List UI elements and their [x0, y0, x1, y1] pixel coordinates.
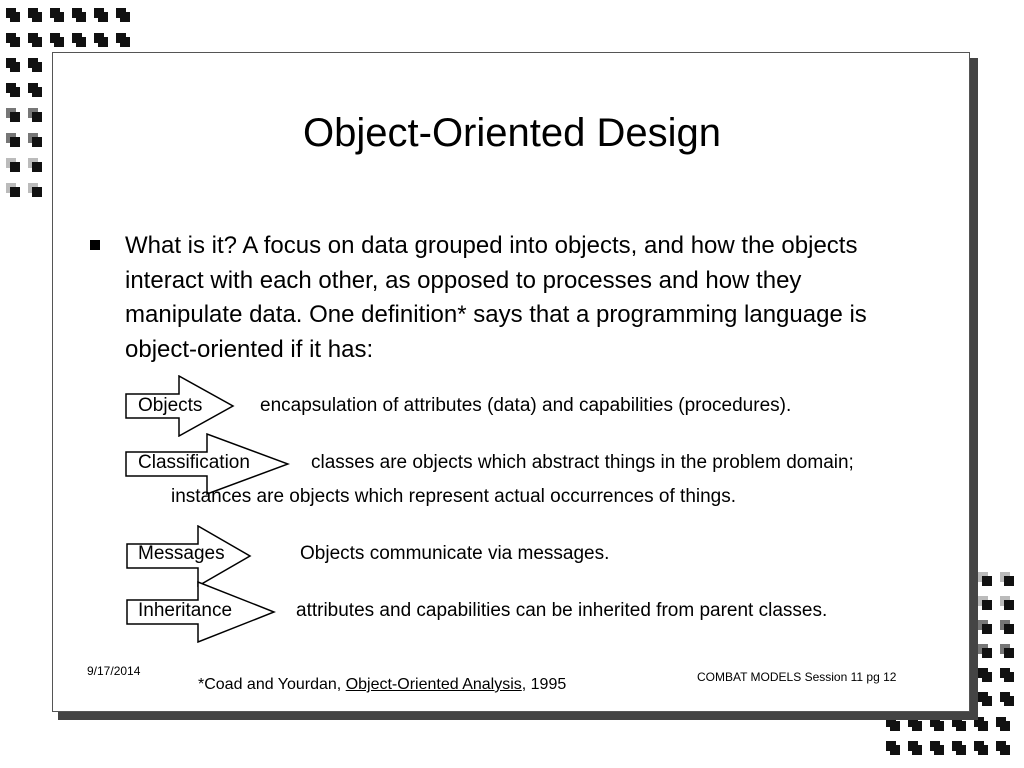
decorative-square	[28, 33, 42, 47]
decorative-square	[996, 741, 1010, 755]
citation-suffix: , 1995	[521, 676, 567, 693]
decorative-square	[978, 692, 992, 706]
decorative-square	[974, 741, 988, 755]
decorative-square	[996, 717, 1010, 731]
term-classification: Classification	[138, 452, 250, 473]
decorative-square	[952, 741, 966, 755]
footer-date: 9/17/2014	[87, 664, 141, 678]
bullet-text: What is it? A focus on data grouped into objects, and how the objects interact with each other, as opposed to processes and how they manipulate data. One definition* says that a programming language is object-oriented if it has:	[125, 232, 867, 363]
bullet-square-icon	[90, 240, 100, 250]
term-messages: Messages	[138, 543, 225, 564]
description-objects: encapsulation of attributes (data) and capabilities (procedures).	[260, 395, 792, 416]
decorative-square	[978, 620, 992, 634]
decorative-square	[50, 8, 64, 22]
decorative-square	[886, 741, 900, 755]
decorative-square	[1000, 644, 1014, 658]
decorative-square	[1000, 668, 1014, 682]
decorative-square	[28, 158, 42, 172]
decorative-square	[978, 668, 992, 682]
decorative-square	[978, 644, 992, 658]
footer-reference: COMBAT MODELS Session 11 pg 12	[697, 670, 897, 684]
decorative-square	[28, 8, 42, 22]
description-classification: classes are objects which abstract things in the problem domain;	[311, 452, 854, 473]
decorative-square	[6, 183, 20, 197]
decorative-square	[72, 8, 86, 22]
decorative-square	[94, 33, 108, 47]
decorative-square	[50, 33, 64, 47]
decorative-square	[6, 33, 20, 47]
decorative-square	[6, 83, 20, 97]
decorative-square	[908, 741, 922, 755]
description-inheritance: attributes and capabilities can be inherited from parent classes.	[296, 600, 828, 621]
decorative-square	[28, 83, 42, 97]
decorative-square	[116, 8, 130, 22]
decorative-square	[1000, 692, 1014, 706]
description-messages: Objects communicate via messages.	[300, 543, 610, 564]
decorative-square	[978, 596, 992, 610]
citation	[198, 676, 566, 694]
citation-prefix: *Coad and Yourdan,	[198, 676, 346, 693]
term-inheritance: Inheritance	[138, 600, 233, 621]
decorative-square	[116, 33, 130, 47]
decorative-square	[72, 33, 86, 47]
decorative-square	[6, 8, 20, 22]
decorative-square	[978, 572, 992, 586]
term-objects: Objects	[138, 395, 203, 416]
decorative-square	[1000, 572, 1014, 586]
decorative-square	[1000, 596, 1014, 610]
decorative-square	[28, 58, 42, 72]
decorative-square	[6, 158, 20, 172]
description-classification-continuation: instances are objects which represent actual occurrences of things.	[171, 486, 737, 507]
decorative-square	[930, 741, 944, 755]
decorative-square	[28, 183, 42, 197]
decorative-square	[94, 8, 108, 22]
decorative-square	[6, 58, 20, 72]
slide-title: Object-Oriented Design	[303, 111, 721, 155]
decorative-square	[1000, 620, 1014, 634]
citation-book-title: Object-Oriented Analysis	[345, 676, 522, 693]
